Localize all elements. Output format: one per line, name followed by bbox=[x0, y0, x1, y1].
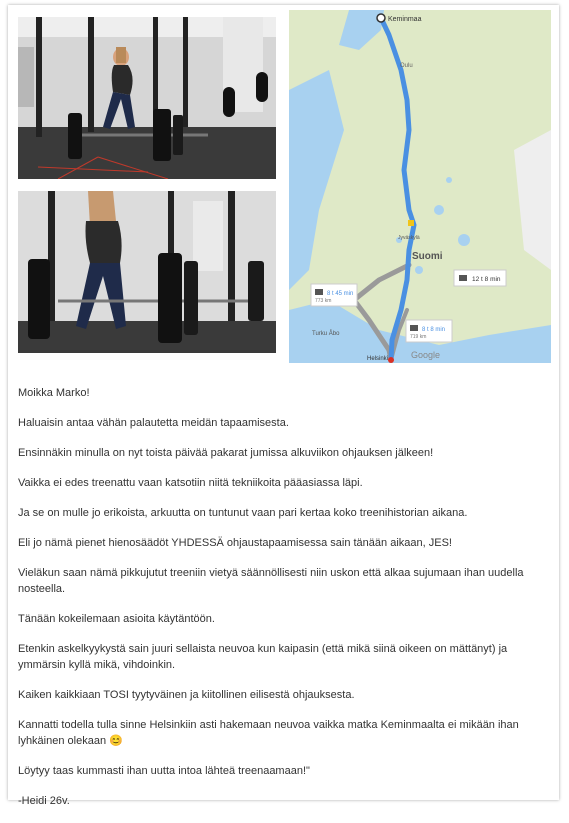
map-end-label: Helsinki bbox=[367, 356, 389, 362]
route-alt2-distance: 719 km bbox=[410, 334, 427, 340]
map-jyvaskyla-label: Jyväskylä bbox=[398, 235, 420, 241]
route-alt1-distance: 773 km bbox=[315, 298, 332, 304]
paragraph: Kaiken kaikkiaan TOSI tyytyväinen ja kiitollinen eilisestä ohjauksesta. bbox=[18, 689, 355, 701]
paragraph: Eli jo nämä pienet hienosäädöt YHDESSÄ ohjaustapaamisessa sain tänään aikaan, JES! bbox=[18, 537, 452, 549]
route-main-box[interactable] bbox=[454, 270, 506, 286]
testimonial-card bbox=[8, 5, 559, 807]
paragraph: Ensinnäkin minulla on nyt toista päivää pakarat jumissa alkuviikon ohjauksen jälkeen! bbox=[18, 447, 434, 459]
paragraph: Kannatti todella tulla sinne Helsinkiin asti hakemaan neuvoa vaikka matka Keminmaalta ei mikään ihan lyhkäinen olekaan 😊 bbox=[18, 719, 519, 747]
gym-photo-deadlift-side bbox=[18, 17, 276, 179]
gym-photo-deadlift-back bbox=[18, 191, 276, 353]
map-country-label: Suomi bbox=[412, 251, 443, 262]
paragraph: Tänään kokeilemaan asioita käytäntöön. bbox=[18, 613, 215, 625]
paragraph: Haluaisin antaa vähän palautetta meidän tapaamisesta. bbox=[18, 417, 289, 429]
route-alt1-time: 8 t 45 min bbox=[327, 291, 354, 297]
route-alt2-time: 8 t 8 min bbox=[422, 327, 446, 333]
route-alt1-box[interactable] bbox=[311, 284, 357, 306]
map-oulu-label: Oulu bbox=[400, 63, 413, 69]
route-main-time: 12 t 8 min bbox=[472, 276, 501, 283]
paragraph: Ja se on mulle jo erikoista, arkuutta on tuntunut vaan pari kertaa koko treenihistorian aikana. bbox=[18, 507, 468, 519]
map-start-label: Keminmaa bbox=[388, 16, 422, 23]
greeting: Moikka Marko! bbox=[18, 387, 90, 399]
paragraph: Vieläkun saan nämä pikkujutut treeniin vietyä säännöllisesti niin uskon että alkaa sujumaan ihan uudella nosteella. bbox=[18, 567, 524, 595]
route-alt2-box[interactable] bbox=[406, 320, 452, 342]
route-map[interactable] bbox=[289, 10, 551, 363]
signature: -Heidi 26v. bbox=[18, 795, 70, 807]
paragraph: Etenkin askelkyykystä sain juuri sellaista neuvoa kun kaipasin (että mikä siinä oikeen on mättänyt) ja ymmärsin kyllä mikä, vihdoinkin. bbox=[18, 643, 508, 671]
paragraph: Vaikka ei edes treenattu vaan katsotiin niitä tekniikoita pääasiassa läpi. bbox=[18, 477, 363, 489]
google-logo: Google bbox=[411, 350, 441, 360]
paragraph: Löytyy taas kummasti ihan uutta intoa lähteä treenaamaan!" bbox=[18, 765, 310, 777]
testimonial-text bbox=[18, 385, 548, 823]
map-turku-label: Turku Åbo bbox=[312, 331, 340, 337]
